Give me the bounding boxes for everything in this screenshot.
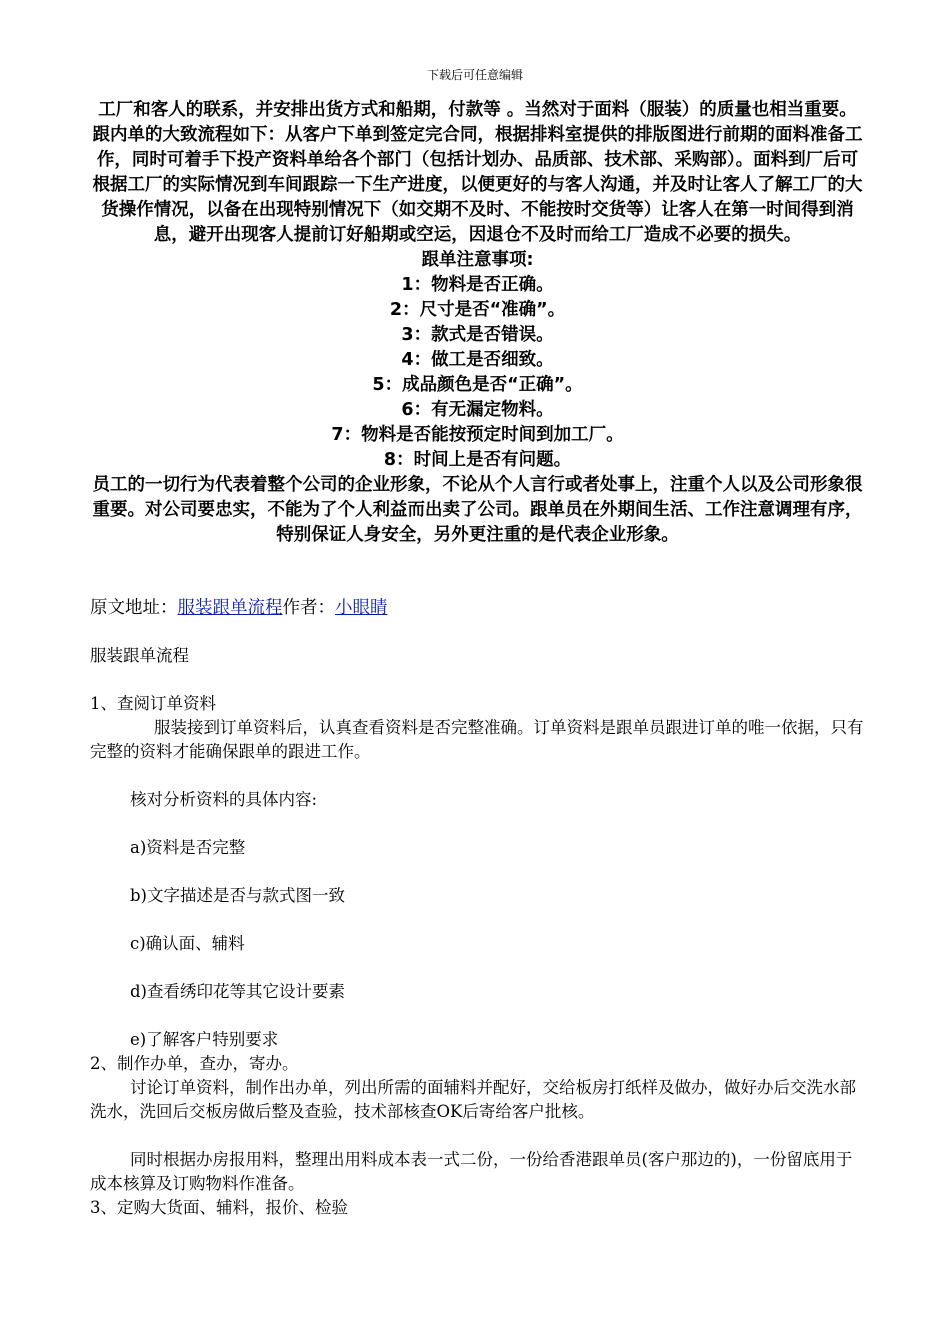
note-item: 1：物料是否正确。 xyxy=(401,275,554,295)
check-item: d)查看绣印花等其它设计要素 xyxy=(130,982,345,1001)
note-item: 8：时间上是否有问题。 xyxy=(383,450,572,470)
section-title: 服装跟单流程 xyxy=(90,646,189,665)
source-label: 原文地址： xyxy=(90,598,178,618)
step2-body-1: 讨论订单资料，制作出办单，列出所需的面辅料并配好，交给板房打纸样及做办，做好办后交洗水部洗水，洗回后交板房做后整及查验，技术部核查OK后寄给客户批核。 xyxy=(90,1078,856,1121)
section-notes xyxy=(90,98,865,548)
note-item: 2：尺寸是否“准确”。 xyxy=(389,300,566,320)
source-link[interactable]: 服装跟单流程 xyxy=(177,598,283,618)
section-process xyxy=(90,644,865,1220)
paragraph-employee: 员工的一切行为代表着整个公司的企业形象，不论从个人言行或者处事上，注重个人以及公司形象很重要。对公司要忠实，不能为了个人利益而出卖了公司。跟单员在外期间生活、工作注意调理有序，特别保证人身安全，另外更注重的是代表企业形象。 xyxy=(92,475,863,545)
author-link[interactable]: 小眼睛 xyxy=(335,598,388,618)
step1-title: 1、查阅订单资料 xyxy=(90,694,216,713)
note-item: 7：物料是否能按预定时间到加工厂。 xyxy=(331,425,624,445)
note-item: 5：成品颜色是否“正确”。 xyxy=(372,375,583,395)
notes-title: 跟单注意事项: xyxy=(421,250,534,270)
paragraph-process: 跟内单的大致流程如下：从客户下单到签定完合同，根据排料室提供的排版图进行前期的面料准备工作，同时可着手下投产资料单给各个部门（包括计划办、品质部、技术部、采购部）。面料到厂后可根据工厂的实际情况到车间跟踪一下生产进度，以便更好的与客人沟通，并及时让客人了解工厂的大货操作情况，以备在出现特别情况下（如交期不及时、不能按时交货等）让客人在第一时间得到消息，避开出现客人提前订好船期或空运，因退仓不及时而给工厂造成不必要的损失。 xyxy=(92,125,863,245)
step2-body-2: 同时根据办房报用料，整理出用料成本表一式二份，一份给香港跟单员(客户那边的)，一份留底用于成本核算及订购物料作准备。 xyxy=(90,1150,853,1193)
paragraph-intro: 工厂和客人的联系，并安排出货方式和船期，付款等 。当然对于面料（服装）的质量也相当重要。 xyxy=(98,100,857,120)
note-item: 6：有无漏定物料。 xyxy=(401,400,554,420)
step1-body: 服装接到订单资料后，认真查看资料是否完整准确。订单资料是跟单员跟进订单的唯一依据，只有完整的资料才能确保跟单的跟进工作。 xyxy=(90,718,864,761)
source-line xyxy=(90,596,865,621)
author-label: 作者： xyxy=(282,598,335,618)
note-item: 4：做工是否细致。 xyxy=(401,350,554,370)
check-item: c)确认面、辅料 xyxy=(130,934,245,953)
note-item: 3：款式是否错误。 xyxy=(401,325,554,345)
check-item: e)了解客户特别要求 xyxy=(130,1030,279,1049)
step2-title: 2、制作办单，查办，寄办。 xyxy=(90,1054,299,1073)
check-item: b)文字描述是否与款式图一致 xyxy=(130,886,345,905)
page-header: 下载后可任意编辑 xyxy=(426,68,523,82)
check-item: a)资料是否完整 xyxy=(130,838,246,857)
check-title: 核对分析资料的具体内容: xyxy=(130,790,318,809)
step3-title: 3、定购大货面、辅料，报价、检验 xyxy=(90,1198,348,1217)
notes-list xyxy=(90,273,865,473)
